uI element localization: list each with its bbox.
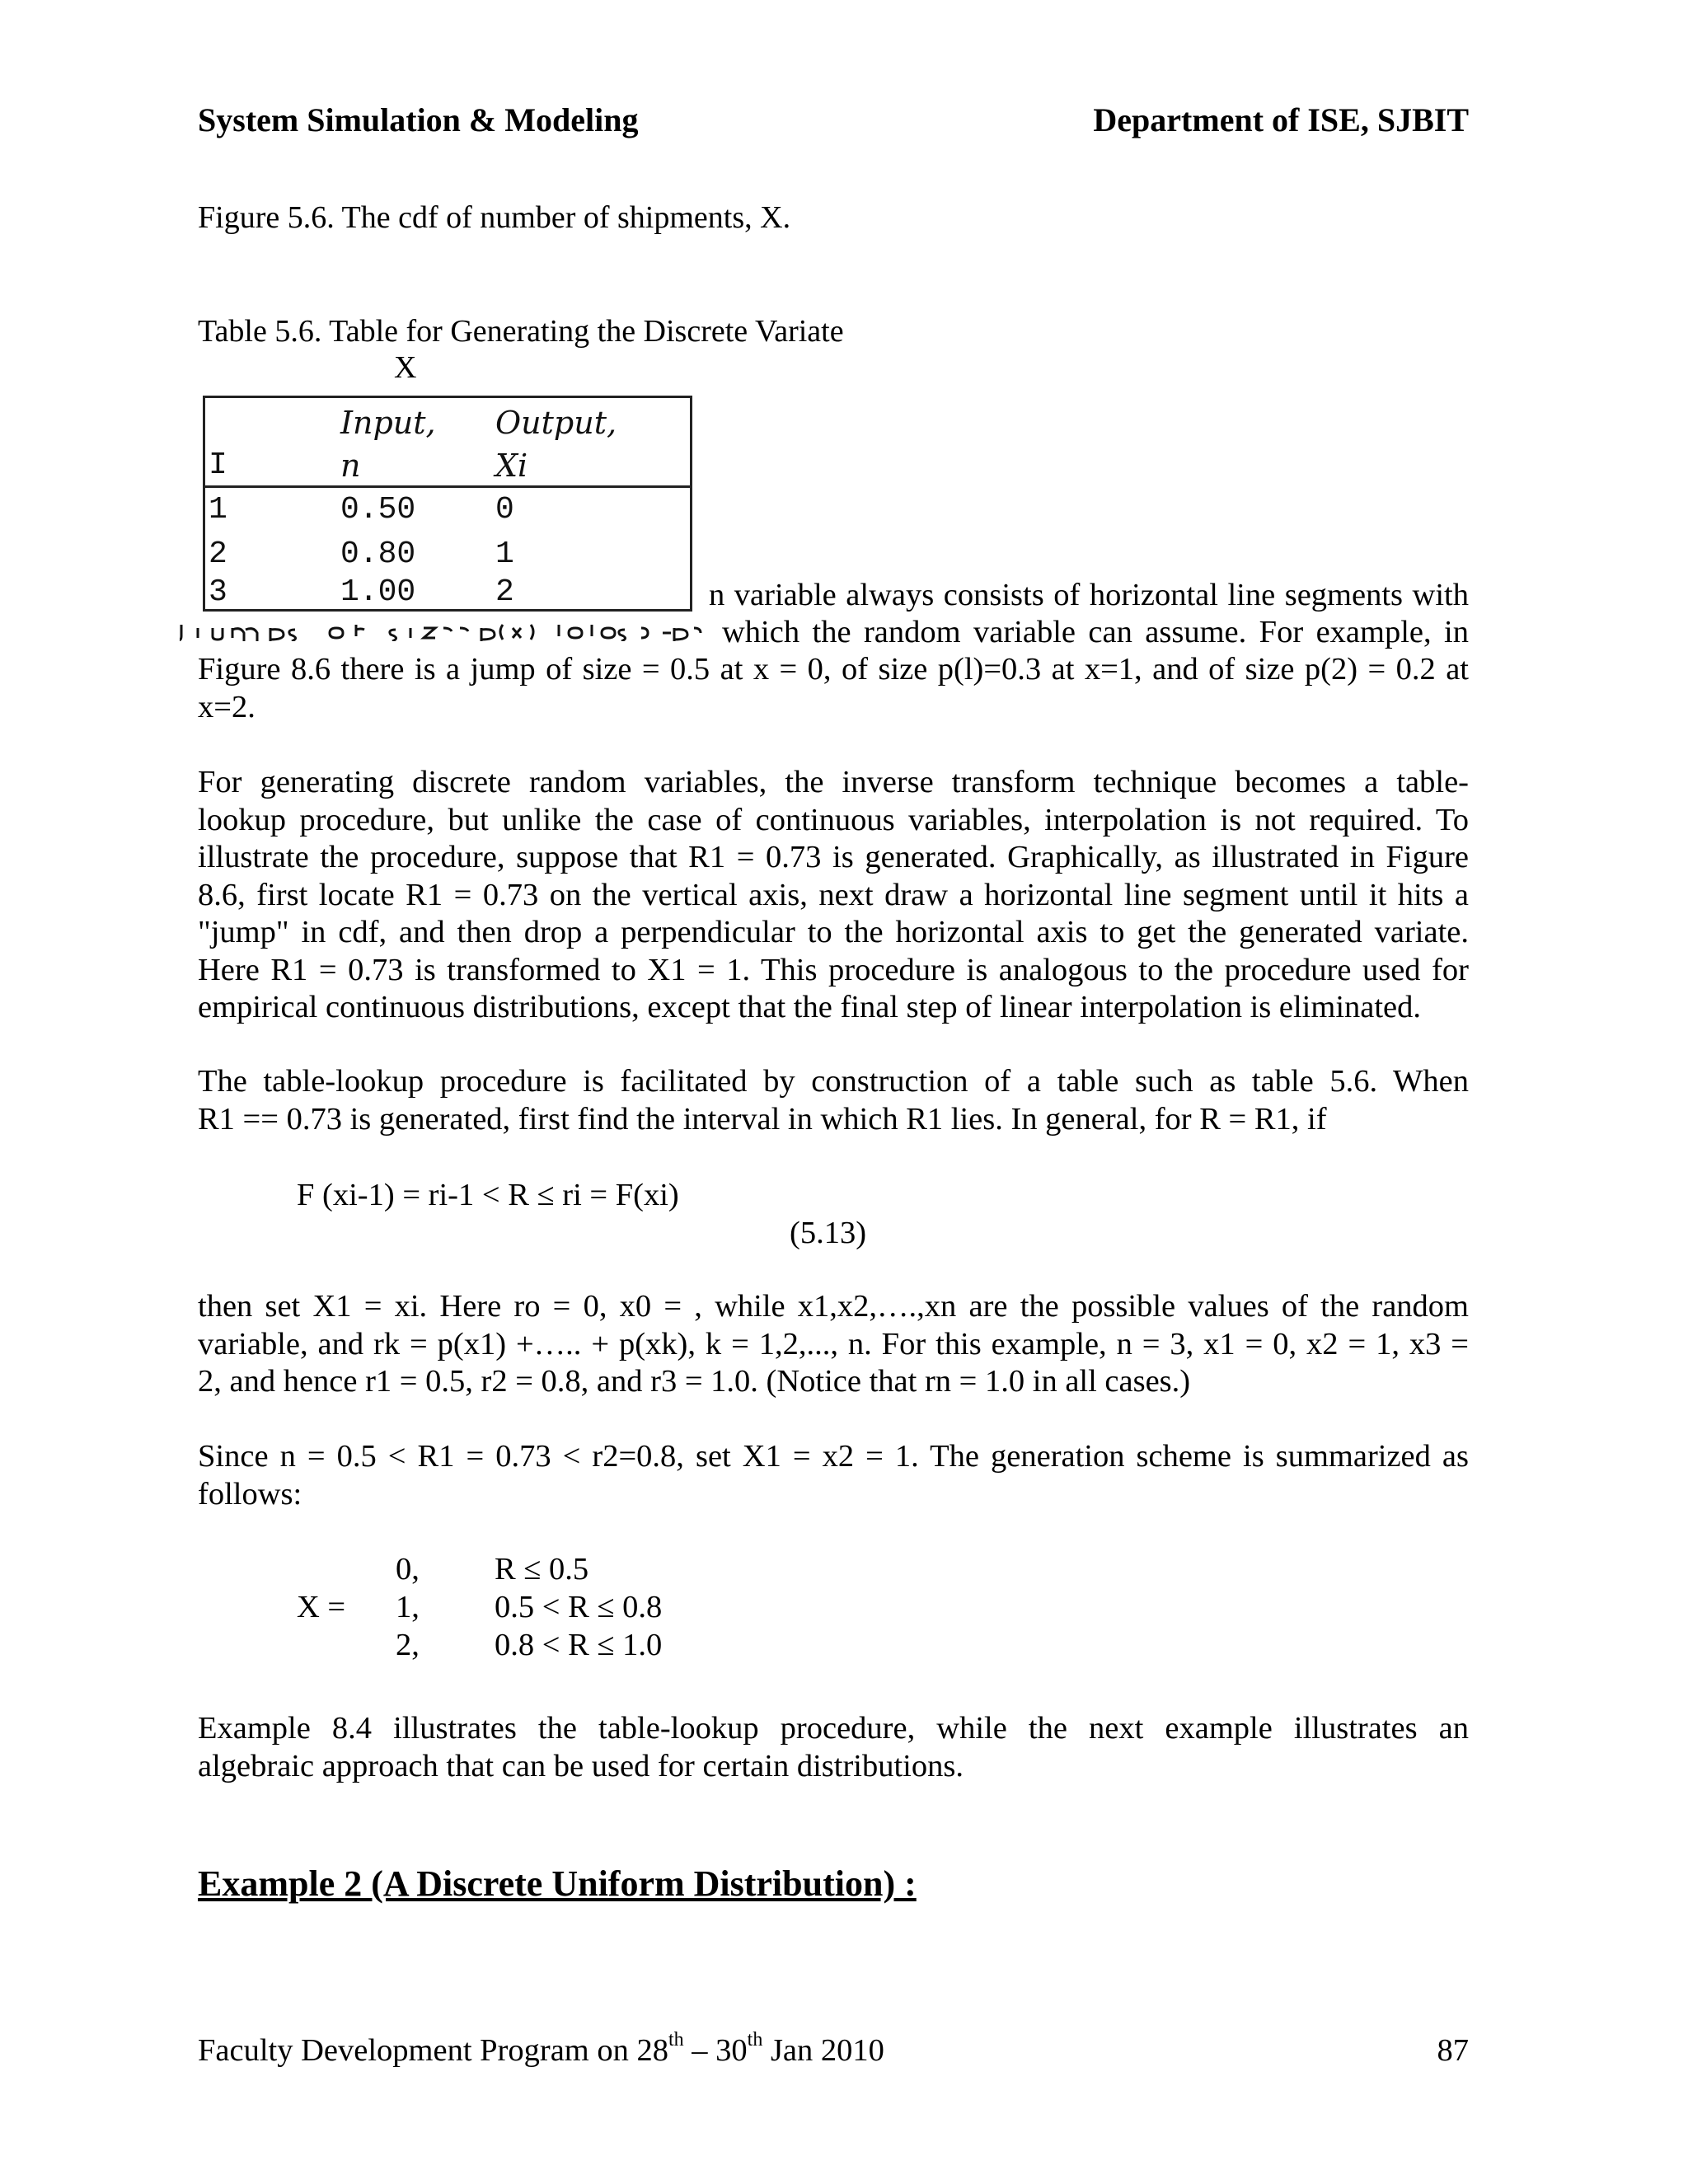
table-row-2-input: 0.80 [340,537,416,572]
scheme-condition-0: R ≤ 0.5 [495,1552,589,1586]
paragraph1-rest [198,651,1469,726]
footer-left [198,2029,884,2069]
paragraph5-line1: Since n = 0.5 < R1 = 0.73 < r2=0.8, set X1 = x2 = 1. The generation scheme is summarized as [198,1439,1469,1474]
scheme-lhs: X = [297,1590,346,1624]
table-header-n: n [340,448,361,484]
paragraph3 [198,1063,1469,1138]
scheme-value-2: 2, [396,1628,420,1662]
table-header-i: I [209,448,227,483]
paragraph6-line2: algebraic approach that can be used for certain distributions. [198,1748,964,1783]
footer-sup2: th [747,2029,763,2050]
paragraph2-line6: Here R1 = 0.73 is transformed to X1 = 1. This procedure is analogous to the procedure used for [198,952,1469,987]
garbled-scan-fragment [180,623,707,641]
header-right: Department of ISE, SJBIT [1093,101,1469,138]
footer-prefix: Faculty Development Program on 28 [198,2033,668,2068]
paragraph2-line5: "jump" in cdf, and then drop a perpendicular to the horizontal axis to get the generated variate. [198,915,1469,949]
paragraph1-line4: x=2. [198,689,256,724]
footer-suffix: Jan 2010 [762,2033,884,2068]
paragraph2-line2: lookup procedure, but unlike the case of continuous variables, interpolation is not required. To [198,802,1469,837]
paragraph2-line3: illustrate the procedure, suppose that R1 = 0.73 is generated. Graphically, as illustrated in Figure [198,840,1469,874]
scheme-condition-2: 0.8 < R ≤ 1.0 [495,1628,663,1662]
table-row-3-output: 2 [495,574,514,610]
paragraph3-line2: R1 == 0.73 is generated, first find the interval in which R1 lies. In general, for R = R1, if [198,1101,1327,1137]
table-header-input: Input, [340,405,436,441]
table-caption-line1: Table 5.6. Table for Generating the Discrete Variate [198,314,844,349]
table-row-1-i: 1 [209,492,227,527]
section-heading: Example 2 (A Discrete Uniform Distribution) : [198,1863,917,1904]
paragraph4-line3: 2, and hence r1 = 0.5, r2 = 0.8, and r3 = 1.0. (Notice that rn = 1.0 in all cases.) [198,1364,1191,1399]
paragraph6 [198,1710,1469,1785]
paragraph2-line7: empirical continuous distributions, except that the final step of linear interpolation is eliminated. [198,990,1422,1024]
paragraph6-line1: Example 8.4 illustrates the table-lookup procedure, while the next example illustrates an [198,1711,1469,1746]
table-header-output: Output, [495,405,617,441]
scheme-value-1: 1, [396,1590,420,1624]
formula: F (xi-1) = ri-1 < R ≤ ri = F(xi) [297,1178,679,1212]
paragraph4-line2: variable, and rk = p(x1) +….. + p(xk), k = 1,2,..., n. For this example, n = 3, x1 = 0, x2 = 1, x3 = [198,1326,1469,1361]
paragraph1-line2: which the random variable can assume. For example, in [722,615,1469,649]
paragraph1-line3: Figure 8.6 there is a jump of size = 0.5 at x = 0, of size p(l)=0.3 at x=1, and of size p(2) = 0.2 at [198,652,1469,687]
generation-table [203,396,692,612]
scheme-value-0: 0, [396,1552,420,1586]
table-header-xi: Xi [495,448,528,484]
formula-number: (5.13) [790,1216,867,1250]
header-left: System Simulation & Modeling [198,101,639,138]
table-row-2-output: 1 [495,537,514,572]
footer-middle: – 30 [683,2033,748,2068]
paragraph4-line1: then set X1 = xi. Here ro = 0, x0 = , while x1,x2,….,xn are the possible values of the random [198,1289,1469,1324]
scheme-condition-1: 0.5 < R ≤ 0.8 [495,1590,663,1624]
table-caption-line2: X [394,350,417,385]
paragraph1-line1: n variable always consists of horizontal line segments with [709,578,1469,612]
table-row-2-i: 2 [209,537,227,572]
table-header-separator [205,485,690,488]
table-row-3-i: 3 [209,574,227,610]
paragraph2 [198,764,1469,1027]
paragraph3-line1: The table-lookup procedure is facilitated by construction of a table such as table 5.6. When [198,1064,1469,1099]
paragraph2-line1: For generating discrete random variables, the inverse transform technique becomes a table- [198,765,1469,799]
paragraph2-line4: 8.6, first locate R1 = 0.73 on the vertical axis, next draw a horizontal line segment until it hits a [198,877,1469,912]
page-number: 87 [1437,2033,1469,2068]
table-row-1-input: 0.50 [340,492,416,527]
paragraph4 [198,1288,1469,1401]
table-row-3-input: 1.00 [340,574,416,610]
table-row-1-output: 0 [495,492,514,527]
paragraph5 [198,1438,1469,1513]
footer-sup1: th [668,2029,684,2050]
paragraph5-line2: follows: [198,1476,302,1511]
figure-caption: Figure 5.6. The cdf of number of shipments, X. [198,200,791,235]
